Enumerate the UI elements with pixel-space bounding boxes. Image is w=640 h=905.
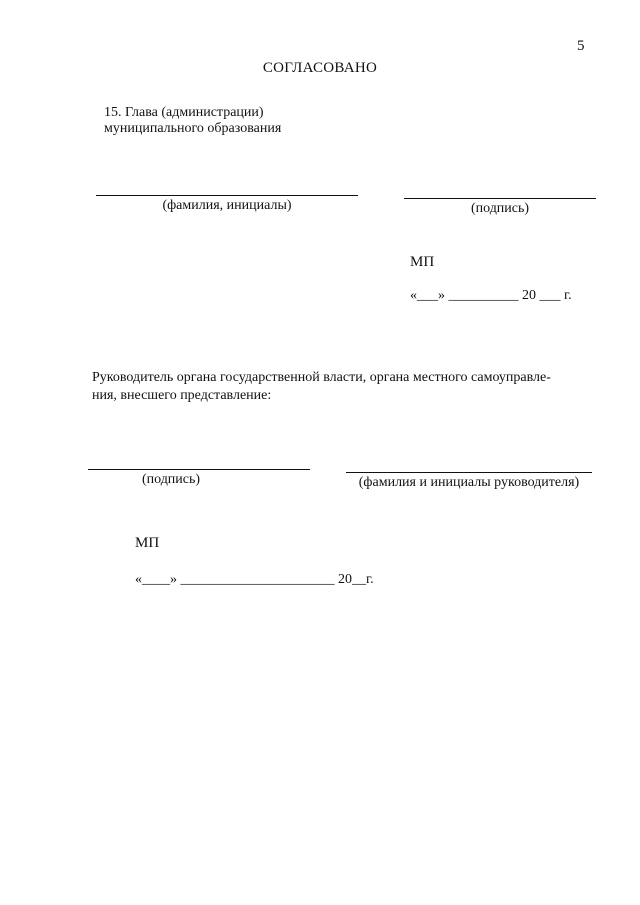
signature-line (404, 198, 596, 199)
date-field: «___» __________ 20 ___ г. (410, 288, 572, 303)
stamp-label: МП (410, 254, 435, 270)
head-title-line1: 15. Глава (администрации) (104, 105, 264, 120)
name-line (346, 472, 592, 473)
approval-heading: СОГЛАСОВАНО (262, 60, 378, 76)
signature-label: (подпись) (470, 201, 530, 216)
signature-label: (подпись) (141, 472, 201, 487)
name-label: (фамилия, инициалы) (162, 198, 292, 213)
signature-line (88, 469, 310, 470)
date-field: «____» ______________________ 20__г. (135, 572, 374, 587)
head-title-line2: муниципального образования (104, 121, 282, 136)
stamp-label: МП (135, 535, 160, 551)
name-line (96, 195, 358, 196)
head-of-body-intro-line2: ния, внесшего представление: (92, 388, 272, 403)
name-label: (фамилия и инициалы руководителя) (358, 475, 580, 490)
head-of-body-intro-line1: Руководитель органа государственной власти, органа местного самоуправле- (92, 370, 551, 385)
page-number: 5 (577, 38, 585, 54)
